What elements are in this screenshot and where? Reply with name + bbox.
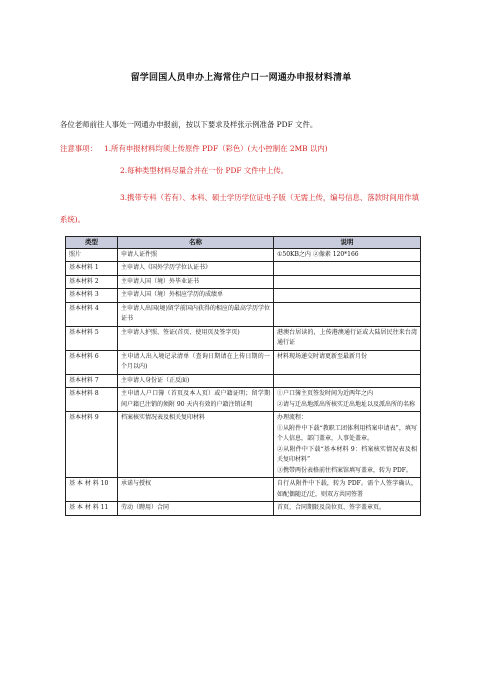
table-row — [66, 275, 421, 289]
row-name-cell: 主申请人户口簿（首页及本人页）或户籍证明；留学期间户籍已注销的须附 90 天内有效的户籍注销证明 — [118, 388, 274, 412]
row-name-cell: 主申请人出入境记录清单（查询日期请在上传日期的一个月以内) — [118, 350, 274, 374]
row-type-cell: 基本材料 7 — [66, 374, 118, 388]
row-type-cell: 基本材料 8 — [66, 388, 118, 412]
row-description-cell: 首页、合同期限及岗位页、签字盖章页。 — [274, 502, 421, 516]
row-type-cell: 基本材料 1 — [66, 262, 118, 276]
table-row — [66, 262, 421, 276]
row-name-cell: 申请人证件照 — [118, 248, 274, 262]
row-type-cell: 基 本 材 料 10 — [66, 478, 118, 502]
row-type-cell: 基本材料 9 — [66, 412, 118, 478]
row-description-cell: ①户口簿主页签发时间为近两年之内 ②请与迁出地派出所核实迁出地址以及派出所的名称 — [274, 388, 421, 412]
table-row — [66, 289, 421, 303]
row-name-cell: 主申请人出国(境)留学前国内获得的相应的最高学历学位证书 — [118, 302, 274, 326]
table-row — [66, 302, 421, 326]
row-description-cell — [274, 289, 421, 303]
header-type: 类型 — [66, 237, 118, 249]
row-description-cell — [274, 374, 421, 388]
header-description: 说明 — [274, 237, 421, 249]
row-description-cell — [274, 275, 421, 289]
table-header-row — [66, 237, 421, 249]
row-type-cell: 基 本 材 料 11 — [66, 502, 118, 516]
row-description-cell — [274, 262, 421, 276]
table-row — [66, 412, 421, 478]
row-name-cell: 主申请人《国外学历学位认证书》 — [118, 262, 274, 276]
row-type-cell: 基本材料 5 — [66, 326, 118, 350]
note-item: 2.每种类型材料尽量合并在一份 PDF 文件中上传。 — [120, 166, 289, 175]
materials-table — [65, 236, 421, 516]
row-description-cell: 港澳台居读的，上传港澳通行证或大陆居民往来台湾通行证 — [274, 326, 421, 350]
table-row — [66, 326, 421, 350]
table-row — [66, 502, 421, 516]
row-type-cell: 基本材料 4 — [66, 302, 118, 326]
row-name-cell: 主申请人护照、签证(首页、使用页及签字页) — [118, 326, 274, 350]
table-row — [66, 248, 421, 262]
table-row — [66, 478, 421, 502]
table-body — [66, 248, 421, 515]
header-name: 名称 — [118, 237, 274, 249]
table-row — [66, 374, 421, 388]
notes-label: 注意事项： — [60, 144, 97, 153]
row-description-cell — [274, 302, 421, 326]
row-description-cell: 材料现场递交时请更新至最新月份 — [274, 350, 421, 374]
row-name-cell: 主申请人国（境）外相应学历的成绩单 — [118, 289, 274, 303]
row-name-cell: 承诺与授权 — [118, 478, 274, 502]
row-name-cell: 主申请人国（境）外毕业证书 — [118, 275, 274, 289]
row-name-cell: 档案核实情况表及相关复印材料 — [118, 412, 274, 478]
intro-paragraph: 各位老师前往人事处一网通办申报前，按以下要求及样张示例准备 PDF 文件。 — [60, 120, 318, 129]
row-description-cell: ①50KB之内 ②像素 120*166 — [274, 248, 421, 262]
note-item: 3.携带专科（若有）、本科、硕士学历学位证电子版（无需上传，编号信息、落款时间用作填系统)。 — [60, 193, 419, 224]
row-type-cell: 基本材料 2 — [66, 275, 118, 289]
row-name-cell: 主申请人身份证（正反面) — [118, 374, 274, 388]
row-description-cell: 办理流程： ①从附件中下载“教职工团体利用档案申请表”，填写个人信息，部门盖章，人事处盖章。 ②从附件中下载“基本材料 9：档案核实情况表及相关复印材料” ③携带两份表格前往档案馆填写盖章，转为 PDF。 — [274, 412, 421, 478]
row-type-cell: 照片 — [66, 248, 118, 262]
row-description-cell: 自行从附件中下载，转为 PDF。需个人签字确认，如配偶随迁/迁，则双方共同签署 — [274, 478, 421, 502]
row-name-cell: 劳动（聘用）合同 — [118, 502, 274, 516]
table-row — [66, 350, 421, 374]
note-item: 1.所有申报材料均须上传原件 PDF（彩色）(大小控制在 2MB 以内) — [104, 144, 328, 153]
row-type-cell: 基本材料 6 — [66, 350, 118, 374]
table-row — [66, 388, 421, 412]
page-title: 留学回国人员申办上海常住户口一网通办申报材料清单 — [130, 73, 352, 83]
row-type-cell: 基本材料 3 — [66, 289, 118, 303]
